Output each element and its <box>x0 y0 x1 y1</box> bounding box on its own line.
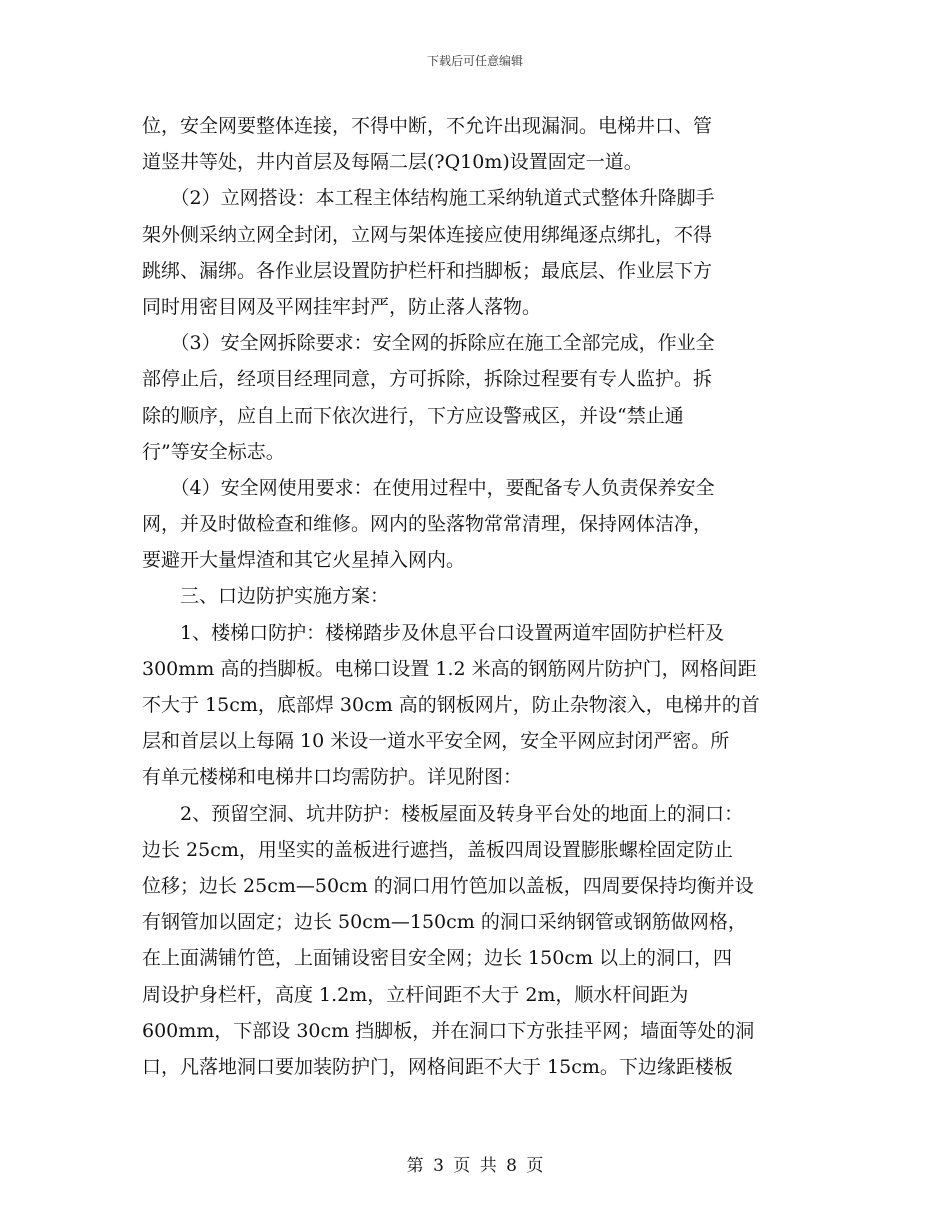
text-line: 1、楼梯口防护：楼梯踏步及休息平台口设置两道牢固防护栏杆及 <box>142 621 725 644</box>
section-heading: 三、口边防护实施方案： <box>142 585 390 608</box>
text-line: （2）立网搭设：本工程主体结构施工采纳轨道式式整体升降脚手 <box>142 187 715 210</box>
text-line: 道竖井等处，井内首层及每隔二层(?Q10m)设置固定一道。 <box>142 151 643 174</box>
text-line: 部停止后，经项目经理同意，方可拆除，拆除过程要有专人监护。拆 <box>142 368 713 391</box>
text-line: （4）安全网使用要求：在使用过程中，要配备专人负责保养安全 <box>142 476 715 499</box>
text-line: 有单元楼梯和电梯井口均需防护。详见附图： <box>142 766 523 789</box>
text-line: 口，凡落地洞口要加装防护门，网格间距不大于 15cm。下边缘距楼板 <box>142 1055 733 1078</box>
text-line: 架外侧采纳立网全封闭，立网与架体连接应使用绑绳逐点绑扎，不得 <box>142 223 713 246</box>
text-line: 周设护身栏杆，高度 1.2m，立杆间距不大于 2m，顺水杆间距为 <box>142 983 689 1006</box>
text-line: 不大于 15cm，底部焊 30cm 高的钢板网片，防止杂物滚入，电梯井的首 <box>142 694 760 716</box>
text-line: 在上面满铺竹笆，上面铺设密目安全网；边长 150cm 以上的洞口，四 <box>142 947 733 970</box>
text-line: 跳绑、漏绑。各作业层设置防护栏杆和挡脚板；最底层、作业层下方 <box>142 259 713 282</box>
text-line: 网，并及时做检查和维修。网内的坠落物常常清理，保持网体洁净， <box>142 513 713 536</box>
text-line: 边长 25cm，用坚实的盖板进行遮挡，盖板四周设置膨胀螺栓固定防止 <box>142 838 733 861</box>
text-line: 位移；边长 25cm—50cm 的洞口用竹笆加以盖板，四周要保持均衡并设 <box>142 874 754 897</box>
text-line: 同时用密目网及平网挂牢封严，防止落人落物。 <box>142 295 542 318</box>
text-line: 层和首层以上每隔 10 米设一道水平安全网，安全平网应封闭严密。所 <box>142 730 730 753</box>
text-line: 600mm，下部设 30cm 挡脚板，并在洞口下方张挂平网；墙面等处的洞 <box>142 1019 755 1042</box>
text-line: 除的顺序，应自上而下依次进行，下方应设警戒区，并设“禁止通 <box>142 404 684 427</box>
text-line: 要避开大量焊渣和其它火星掉入网内。 <box>142 549 466 572</box>
text-line: 有钢管加以固定；边长 50cm—150cm 的洞口采纳钢管或钢筋做网格， <box>142 911 747 934</box>
page-header: 下载后可任意编辑 <box>426 54 523 68</box>
text-line: （3）安全网拆除要求：安全网的拆除应在施工全部完成，作业全 <box>142 332 715 355</box>
page-number-footer: 第 3 页 共 8 页 <box>406 1156 544 1176</box>
text-line: 300mm 高的挡脚板。电梯口设置 1.2 米高的钢筋网片防护门，网格间距 <box>142 657 757 680</box>
document-body <box>142 108 812 1085</box>
text-line: 位，安全网要整体连接，不得中断，不允许出现漏洞。电梯井口、管 <box>142 115 713 137</box>
text-line: 行”等安全标志。 <box>142 440 285 463</box>
text-line: 2、预留空洞、坑井防护：楼板屋面及转身平台处的地面上的洞口： <box>142 802 744 825</box>
